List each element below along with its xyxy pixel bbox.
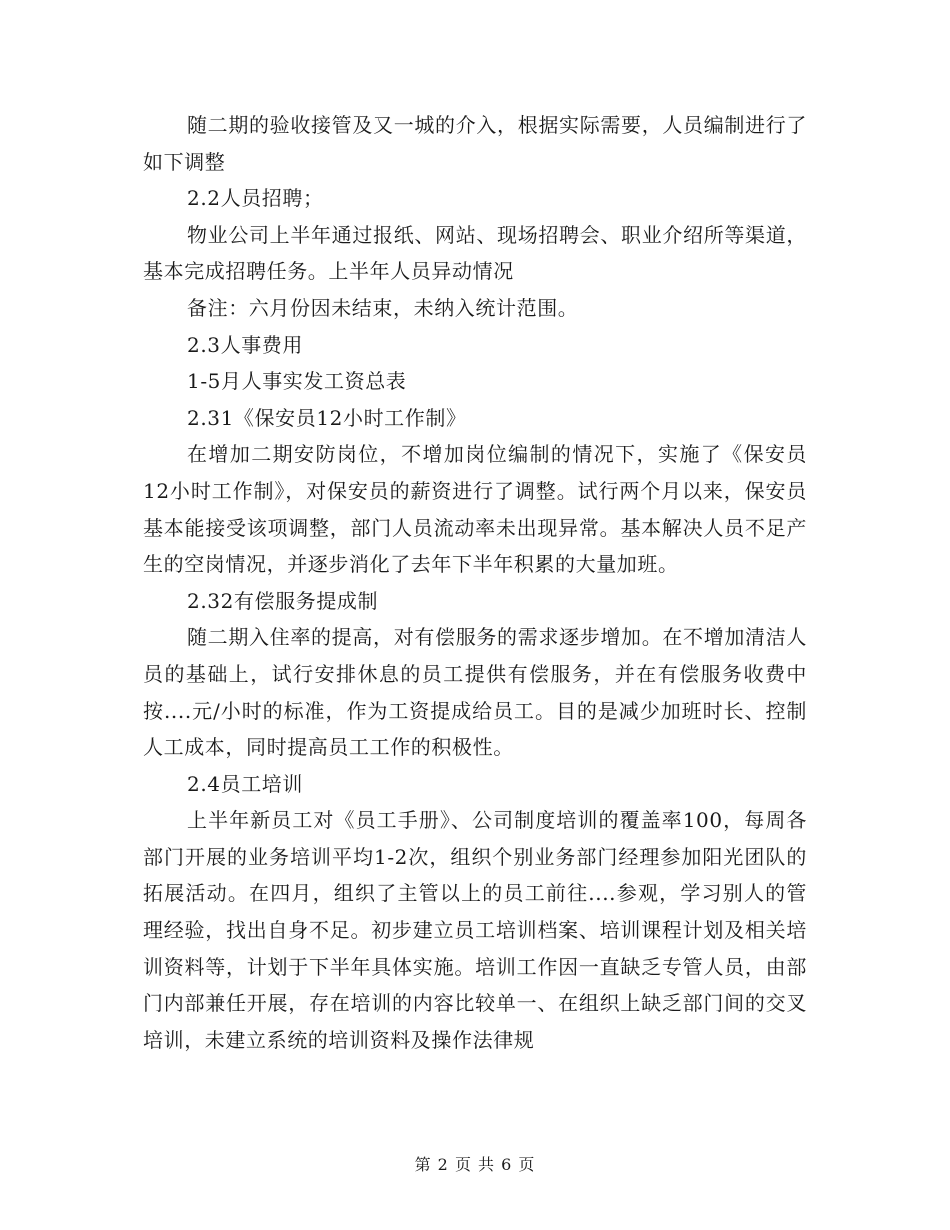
page-footer: 第 2 页 共 6 页 [414,1155,536,1174]
heading-recruitment: 2.2人员招聘； [187,186,324,211]
heading-personnel-costs: 2.3人事费用 [187,332,304,357]
paragraph-training: 上半年新员工对《员工手册》、公司制度培训的覆盖率100，每周各部门开展的业务培训平均1-2次，组织个别业务部门经理参加阳光团队的拓展活动。在四月，组织了主管以上的员工前往....参观，学习别人的管理经验，找出自身不足。初步建立员工培训档案、培训课程计划及相关培训资料等，计划于下半年具体实施。培训工作因一直缺乏专管人员，由部门内部兼任开展，存在培训的内容比较单一、在组织上缺乏部门间的交叉培训，未建立系统的培训资料及操作法律规 [143,808,807,1052]
paragraph-recruitment: 物业公司上半年通过报纸、网站、现场招聘会、职业介绍所等渠道，基本完成招聘任务。上半年人员异动情况 [143,222,807,284]
document-body [143,107,807,1058]
heading-paid-service: 2.32有偿服务提成制 [187,588,379,613]
heading-training: 2.4员工培训 [187,771,304,796]
paragraph-note: 备注：六月份因未结束，未纳入统计范围。 [187,295,579,320]
paragraph-security-12h: 在增加二期安防岗位，不增加岗位编制的情况下，实施了《保安员12小时工作制》，对保安员的薪资进行了调整。试行两个月以来，保安员基本能接受该项调整，部门人员流动率未出现异常。基本解决人员不足产生的空岗情况，并逐步消化了去年下半年积累的大量加班。 [143,442,807,577]
paragraph-salary-table: 1-5月人事实发工资总表 [187,369,407,394]
paragraph-paid-service: 随二期入住率的提高，对有偿服务的需求逐步增加。在不增加清洁人员的基础上，试行安排休息的员工提供有偿服务，并在有偿服务收费中按....元/小时的标准，作为工资提成给员工。目的是减少加班时长、控制人工成本，同时提高员工工作的积极性。 [143,625,807,760]
heading-security-12h: 2.31《保安员12小时工作制》 [187,405,467,430]
paragraph-staffing-adjustment: 随二期的验收接管及又一城的介入，根据实际需要，人员编制进行了如下调整 [143,113,807,174]
